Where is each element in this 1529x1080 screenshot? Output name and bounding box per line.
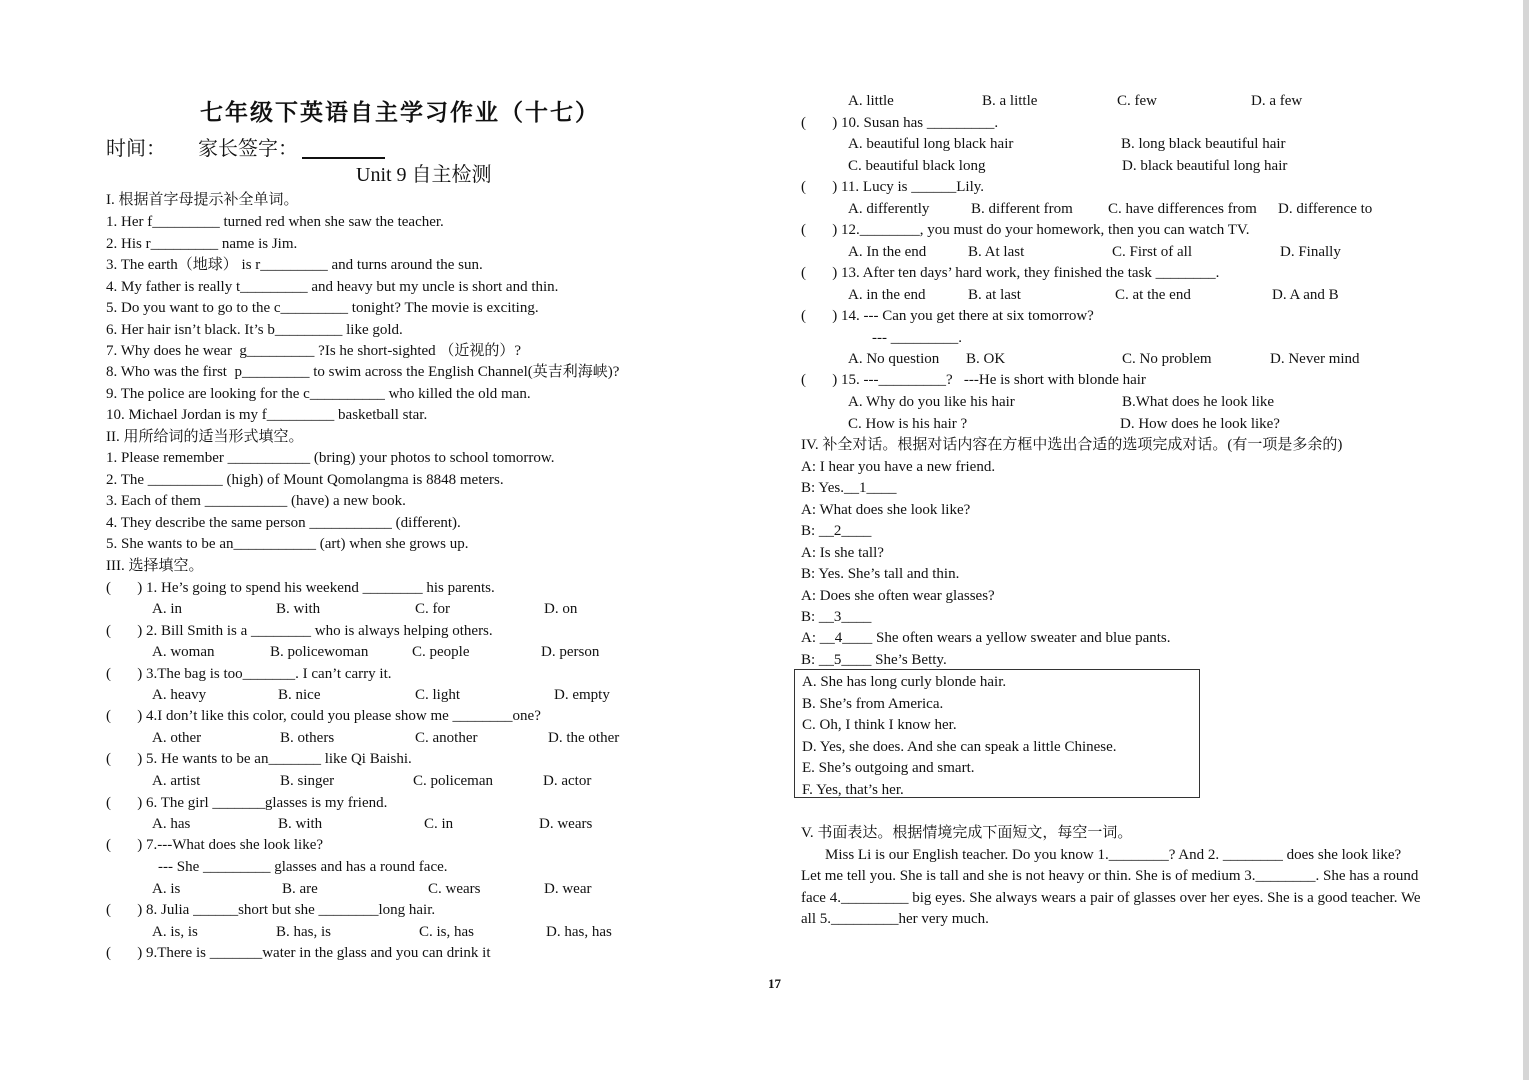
unit-heading: Unit 9 自主检测	[356, 164, 492, 186]
right-column-line: A. little	[848, 93, 894, 109]
right-column-line: IV. 补全对话。根据对话内容在方框中选出合适的选项完成对话。(有一项是多余的)	[801, 437, 1343, 453]
left-column-line: A. artist	[152, 773, 201, 789]
right-column-line: D. black beautiful long hair	[1122, 158, 1288, 174]
left-column-line: ( ) 8. Julia ______short but she ________long hair.	[106, 902, 436, 918]
right-column-line: B. She’s from America.	[802, 696, 944, 712]
left-column-line: C. in	[424, 816, 454, 832]
right-column-line: ( ) 15. ---_________? ---He is short with blonde hair	[801, 372, 1146, 388]
left-column-line: C. for	[415, 601, 450, 617]
left-column-line: 8. Who was the first p_________ to swim across the English Channel(英吉利海峡)?	[106, 364, 620, 380]
right-column-line: F. Yes, that’s her.	[802, 782, 904, 798]
right-column-line: D. Never mind	[1270, 351, 1360, 367]
right-column-line: A. In the end	[848, 244, 927, 260]
right-column-line: A: Is she tall?	[801, 545, 884, 561]
right-column-line: E. She’s outgoing and smart.	[802, 760, 975, 776]
left-column-line: D. person	[541, 644, 600, 660]
left-column-line: 5. Do you want to go to the c_________ tonight? The movie is exciting.	[106, 300, 539, 316]
left-column-line: 4. My father is really t_________ and heavy but my uncle is short and thin.	[106, 279, 559, 295]
right-column-line: C. few	[1117, 93, 1157, 109]
right-column-line: ( ) 10. Susan has _________.	[801, 115, 999, 131]
left-column-line: ( ) 1. He’s going to spend his weekend ________ his parents.	[106, 580, 495, 596]
left-column-line: D. on	[544, 601, 578, 617]
worksheet-title: 七年级下英语自主学习作业（十七）	[200, 99, 600, 126]
right-column-line: D. a few	[1251, 93, 1303, 109]
left-column-line: A. is	[152, 881, 181, 897]
right-column-line: C. Oh, I think I know her.	[802, 717, 957, 733]
left-column-line: B. are	[282, 881, 318, 897]
right-column-line: C. First of all	[1112, 244, 1193, 260]
left-column-line: B. nice	[278, 687, 321, 703]
right-column-line: --- _________.	[872, 330, 962, 346]
left-column-line: ( ) 7.---What does she look like?	[106, 837, 324, 853]
left-column-line: D. wears	[539, 816, 593, 832]
right-column-line: B: __2____	[801, 523, 872, 539]
right-column-line: ( ) 12.________, you must do your homework, then you can watch TV.	[801, 222, 1250, 238]
left-column-line: D. has, has	[546, 924, 612, 940]
left-column-line: B. singer	[280, 773, 335, 789]
right-column-line: A: I hear you have a new friend.	[801, 459, 996, 475]
right-column-line: V. 书面表达。根据情境完成下面短文，每空一词。	[801, 825, 1133, 841]
right-column-line: C. How is his hair ?	[848, 416, 968, 432]
left-column-line: 7. Why does he wear g_________ ?Is he short-sighted （近视的）?	[106, 343, 522, 359]
left-column-line: A. is, is	[152, 924, 198, 940]
right-column-line: ( ) 14. --- Can you get there at six tomorrow?	[801, 308, 1094, 324]
left-column-line: 3. Each of them ___________ (have) a new book.	[106, 493, 406, 509]
page-fold-edge	[1523, 0, 1529, 1080]
signature-line[interactable]	[302, 157, 385, 159]
left-column-line: B. policewoman	[270, 644, 369, 660]
left-column-line: D. wear	[544, 881, 592, 897]
right-column-line: A. beautiful long black hair	[848, 136, 1014, 152]
right-column-line: B. At last	[968, 244, 1025, 260]
left-column-line: A. woman	[152, 644, 215, 660]
right-column-line: Let me tell you. She is tall and she is not heavy or thin. She is of medium 3.________. She has a round	[801, 868, 1419, 884]
right-column-line: A. Why do you like his hair	[848, 394, 1015, 410]
right-column-line: C. beautiful black long	[848, 158, 986, 174]
left-column-line: C. wears	[428, 881, 481, 897]
right-column-line: B. OK	[966, 351, 1006, 367]
right-column-line: D. Finally	[1280, 244, 1341, 260]
right-column-line: D. Yes, she does. And she can speak a little Chinese.	[802, 739, 1117, 755]
right-column-line: A. in the end	[848, 287, 926, 303]
right-column-line: D. How does he look like?	[1120, 416, 1280, 432]
left-column-line: C. another	[415, 730, 478, 746]
right-column-line: C. have differences from	[1108, 201, 1257, 217]
left-column-line: C. is, has	[419, 924, 475, 940]
left-column-line: 1. Her f_________ turned red when she saw the teacher.	[106, 214, 444, 230]
left-column-line: C. people	[412, 644, 470, 660]
right-column-line: A. No question	[848, 351, 940, 367]
right-column-line: C. No problem	[1122, 351, 1212, 367]
left-column-line: 2. His r_________ name is Jim.	[106, 236, 298, 252]
left-column-line: III. 选择填空。	[106, 558, 204, 574]
right-column-line: A: What does she look like?	[801, 502, 971, 518]
left-column-line: 6. Her hair isn’t black. It’s b_________ like gold.	[106, 322, 403, 338]
left-column-line: A. other	[152, 730, 202, 746]
left-column-line: D. the other	[548, 730, 620, 746]
left-column-line: ( ) 5. He wants to be an_______ like Qi Baishi.	[106, 751, 412, 767]
time-label: 时间：	[106, 138, 166, 160]
right-column-line: B: Yes.__1____	[801, 480, 897, 496]
right-column-line: A. differently	[848, 201, 930, 217]
right-column-line: B. different from	[971, 201, 1073, 217]
left-column-line: 10. Michael Jordan is my f_________ basketball star.	[106, 407, 428, 423]
right-column-line: B: __3____	[801, 609, 872, 625]
right-column-line: A. She has long curly blonde hair.	[802, 674, 1007, 690]
left-column-line: B. with	[278, 816, 323, 832]
left-column-line: C. policeman	[413, 773, 493, 789]
right-column-line: B. long black beautiful hair	[1121, 136, 1286, 152]
left-column-line: 4. They describe the same person ___________ (different).	[106, 515, 461, 531]
left-column-line: ( ) 9.There is _______water in the glass and you can drink it	[106, 945, 491, 961]
right-column-line: ( ) 13. After ten days’ hard work, they finished the task ________.	[801, 265, 1220, 281]
left-column-line: C. light	[415, 687, 461, 703]
left-column-line: B. others	[280, 730, 335, 746]
right-column-line: A: __4____ She often wears a yellow sweater and blue pants.	[801, 630, 1171, 646]
left-column-line: I. 根据首字母提示补全单词。	[106, 192, 299, 208]
right-column-line: B.What does he look like	[1122, 394, 1275, 410]
left-column-line: D. actor	[543, 773, 592, 789]
parent-signature-label: 家长签字：	[198, 138, 298, 160]
dialogue-options-box	[794, 669, 1200, 798]
right-column-line: B: Yes. She’s tall and thin.	[801, 566, 960, 582]
left-column-line: II. 用所给词的适当形式填空。	[106, 429, 304, 445]
right-column-line: D. A and B	[1272, 287, 1339, 303]
left-column-line: A. in	[152, 601, 182, 617]
left-column-line: B. with	[276, 601, 321, 617]
right-column-line: A: Does she often wear glasses?	[801, 588, 995, 604]
right-column-line: D. difference to	[1278, 201, 1373, 217]
right-column-line: B: __5____ She’s Betty.	[801, 652, 947, 668]
left-column-line: 3. The earth（地球） is r_________ and turns around the sun.	[106, 257, 483, 273]
right-column-line: B. a little	[982, 93, 1038, 109]
left-column-line: 9. The police are looking for the c__________ who killed the old man.	[106, 386, 531, 402]
left-column-line: 5. She wants to be an___________ (art) when she grows up.	[106, 536, 469, 552]
left-column-line: ( ) 3.The bag is too_______. I can’t carry it.	[106, 666, 392, 682]
left-column-line: ( ) 6. The girl _______glasses is my friend.	[106, 795, 388, 811]
left-column-line: A. heavy	[152, 687, 207, 703]
right-column-line: Miss Li is our English teacher. Do you know 1.________? And 2. ________ does she look like?	[825, 847, 1402, 863]
left-column-line: ( ) 2. Bill Smith is a ________ who is always helping others.	[106, 623, 493, 639]
left-column-line: B. has, is	[276, 924, 332, 940]
left-column-line: 1. Please remember ___________ (bring) your photos to school tomorrow.	[106, 450, 555, 466]
left-column-line: D. empty	[554, 687, 610, 703]
right-column-line: all 5._________her very much.	[801, 911, 989, 927]
left-column-line: --- She _________ glasses and has a round face.	[158, 859, 448, 875]
right-column-line: ( ) 11. Lucy is ______Lily.	[801, 179, 985, 195]
left-column-line: A. has	[152, 816, 191, 832]
right-column-line: B. at last	[968, 287, 1021, 303]
right-column-line: face 4._________ big eyes. She always wears a pair of glasses over her eyes. She is a good teacher. We	[801, 890, 1421, 906]
left-column-line: 2. The __________ (high) of Mount Qomolangma is 8848 meters.	[106, 472, 504, 488]
page-number: 17	[768, 976, 781, 991]
left-column-line: ( ) 4.I don’t like this color, could you please show me ________one?	[106, 708, 541, 724]
right-column-line: C. at the end	[1115, 287, 1191, 303]
